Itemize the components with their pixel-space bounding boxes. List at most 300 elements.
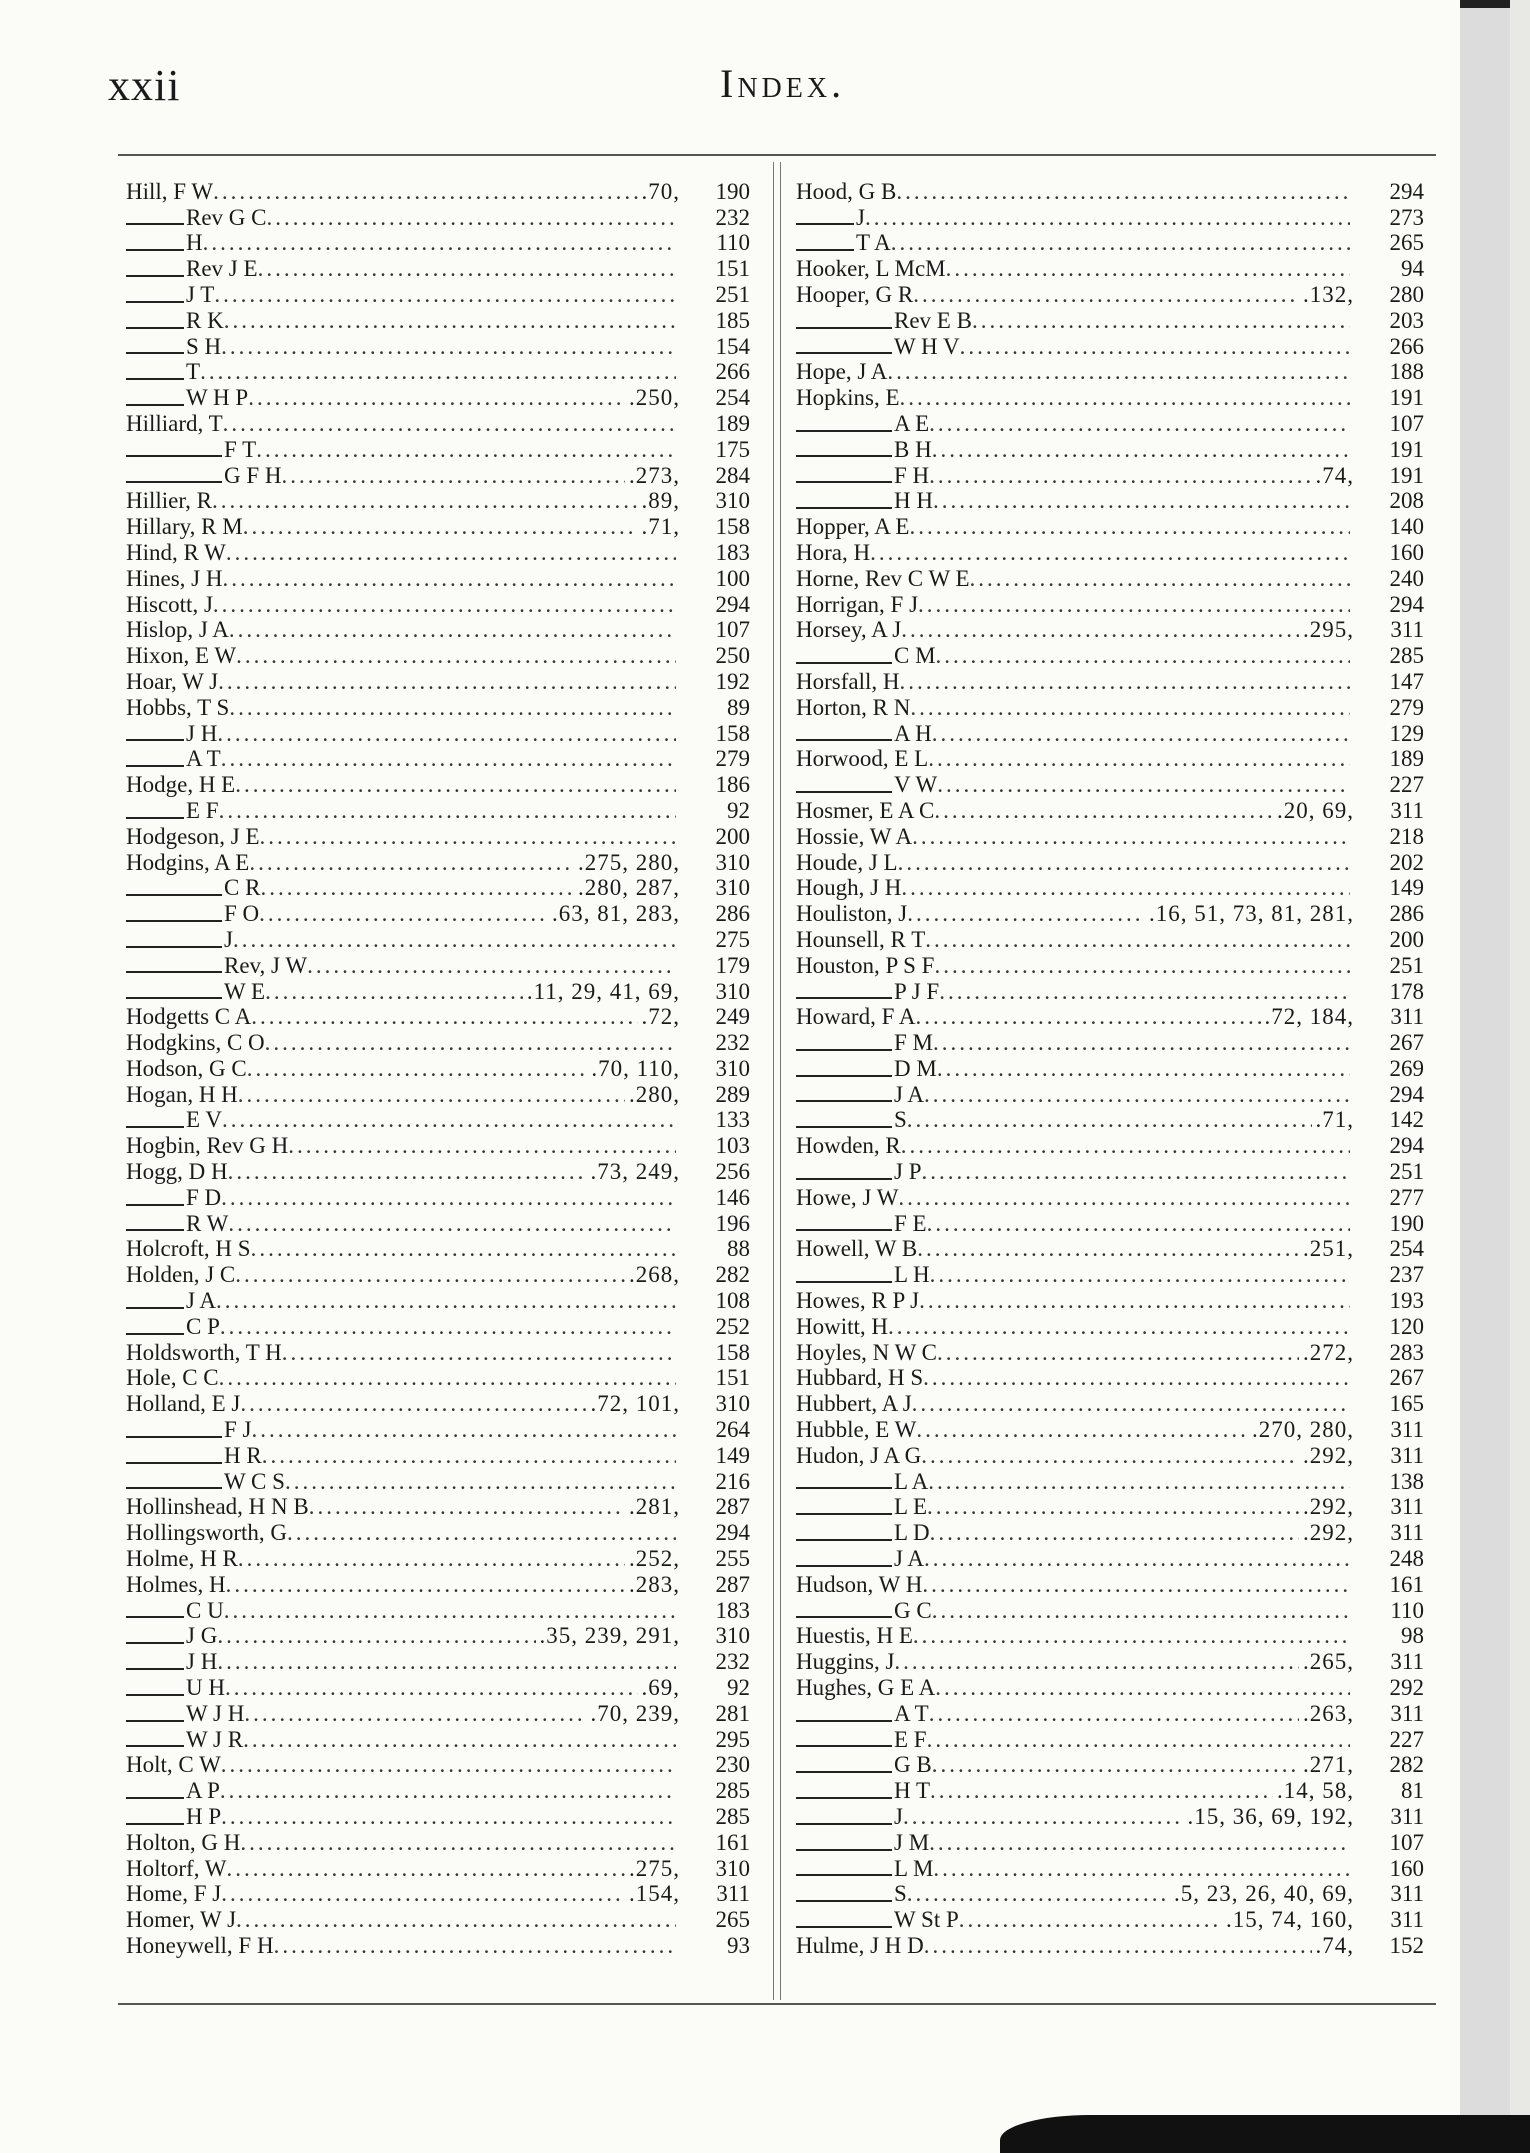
dot-leader xyxy=(927,1494,1299,1519)
entry-name-text: G F H xyxy=(224,462,282,488)
header-rule xyxy=(118,154,1436,156)
ditto-dash xyxy=(126,1452,222,1464)
entry-name-text: Howe, J W xyxy=(796,1184,899,1210)
dot-leader xyxy=(915,1004,1260,1029)
entry-extra-pages: .14, 58, xyxy=(1277,1778,1354,1804)
entry-name-text: Rev, J W xyxy=(224,952,308,978)
entry-name xyxy=(796,463,929,488)
entry-name-text: Hill, F W xyxy=(126,178,214,204)
index-entry xyxy=(126,1390,750,1416)
entry-extra-pages: .281, xyxy=(629,1494,680,1520)
index-entry xyxy=(126,1545,750,1571)
entry-extra-pages: .89, xyxy=(641,488,680,514)
dot-leader xyxy=(937,772,1350,797)
index-entry xyxy=(126,1029,750,1055)
dot-leader xyxy=(929,1830,1350,1855)
index-entry xyxy=(796,1752,1424,1778)
entry-name xyxy=(126,1572,226,1597)
index-entry xyxy=(796,591,1424,617)
entry-name-text: Hulme, J H D xyxy=(796,1932,924,1958)
entry-page: 255 xyxy=(715,1546,750,1572)
entry-name-text: S H xyxy=(186,333,222,359)
dot-leader xyxy=(972,308,1350,333)
entry-name xyxy=(126,1520,287,1545)
ditto-dash xyxy=(126,1323,184,1335)
entry-name-text: Hodgeson, J E xyxy=(126,823,260,849)
dot-leader xyxy=(899,669,1350,694)
entry-name-text: Houliston, J xyxy=(796,901,908,927)
entry-name xyxy=(126,695,229,720)
index-entry xyxy=(796,204,1424,230)
dot-leader xyxy=(930,1262,1350,1287)
entry-name-text: Hooker, L McM xyxy=(796,256,946,282)
ditto-dash xyxy=(126,910,222,922)
ditto-dash xyxy=(796,1761,892,1773)
dot-leader xyxy=(218,669,676,694)
entry-page: 202 xyxy=(1389,849,1424,875)
entry-name-text: Holcroft, H S xyxy=(126,1236,251,1262)
entry-name-text: Horwood, E L xyxy=(796,746,929,772)
entry-name xyxy=(796,179,896,204)
entry-page: 107 xyxy=(715,617,750,643)
dot-leader xyxy=(217,1649,676,1674)
ditto-dash xyxy=(126,1606,184,1618)
entry-name xyxy=(126,205,267,230)
entry-page: 103 xyxy=(715,1133,750,1159)
dot-leader xyxy=(228,1211,676,1236)
entry-name xyxy=(796,824,912,849)
dot-leader xyxy=(259,901,548,926)
index-entry xyxy=(126,1339,750,1365)
dot-leader xyxy=(220,1778,676,1803)
ditto-dash xyxy=(796,1168,892,1180)
entry-name-text: Rev E B xyxy=(894,307,972,333)
index-entry xyxy=(796,952,1424,978)
entry-name xyxy=(126,979,265,1004)
dot-leader xyxy=(903,1804,1184,1829)
entry-name xyxy=(796,1546,924,1571)
dot-leader xyxy=(916,1417,1248,1442)
entry-page: 251 xyxy=(715,281,750,307)
entry-name-text: Hodgins, A E xyxy=(126,849,250,875)
entry-name xyxy=(796,1262,930,1287)
entry-name xyxy=(796,1417,916,1442)
entry-name-text: Hubbert, A J xyxy=(796,1391,912,1417)
index-entry xyxy=(796,384,1424,410)
entry-name xyxy=(796,1907,959,1932)
entry-extra-pages: .283, xyxy=(629,1571,680,1597)
entry-name xyxy=(126,514,243,539)
entry-page: 232 xyxy=(715,1030,750,1056)
entry-page: 161 xyxy=(715,1829,750,1855)
ditto-dash xyxy=(126,1297,184,1309)
index-entry xyxy=(126,1055,750,1081)
dot-leader xyxy=(309,1494,625,1519)
ditto-dash xyxy=(796,1606,892,1618)
entry-page: 189 xyxy=(715,410,750,436)
index-entry xyxy=(796,1881,1424,1907)
entry-name-text: Huestis, H E xyxy=(796,1623,913,1649)
entry-name-text: C R xyxy=(224,875,261,901)
entry-name xyxy=(796,1778,930,1803)
index-entry xyxy=(796,1906,1424,1932)
entry-page: 178 xyxy=(1389,978,1424,1004)
index-entry xyxy=(796,1519,1424,1545)
entry-page: 250 xyxy=(715,643,750,669)
entry-name-text: Hillier, R xyxy=(126,488,212,514)
entry-page: 185 xyxy=(715,307,750,333)
dot-leader xyxy=(933,1030,1350,1055)
entry-name xyxy=(126,1236,251,1261)
index-entry xyxy=(796,436,1424,462)
entry-page: 149 xyxy=(715,1442,750,1468)
entry-name xyxy=(796,669,899,694)
entry-extra-pages: .69, xyxy=(641,1675,680,1701)
index-entry xyxy=(126,1855,750,1881)
entry-page: 232 xyxy=(715,1649,750,1675)
entry-extra-pages: .16, 51, 73, 81, 281, xyxy=(1149,901,1354,927)
entry-extra-pages: .70, 239, xyxy=(590,1700,680,1726)
entry-page: 248 xyxy=(1389,1546,1424,1572)
dot-leader xyxy=(888,1314,1350,1339)
entry-name xyxy=(126,1933,274,1958)
index-entry xyxy=(796,1313,1424,1339)
dot-leader xyxy=(224,1598,676,1623)
ditto-dash xyxy=(796,420,892,432)
entry-name-text: J G xyxy=(186,1623,218,1649)
index-entry xyxy=(126,771,750,797)
entry-page: 192 xyxy=(715,668,750,694)
dot-leader xyxy=(247,1056,588,1081)
entry-name xyxy=(796,1082,924,1107)
index-entry xyxy=(126,513,750,539)
dot-leader xyxy=(927,1727,1350,1752)
ditto-dash xyxy=(796,1039,892,1051)
entry-page: 227 xyxy=(1389,772,1424,798)
ditto-dash xyxy=(796,1839,892,1851)
entry-name xyxy=(126,1546,238,1571)
entry-extra-pages: .5, 23, 26, 40, 69, xyxy=(1174,1881,1354,1907)
entry-name-text: W J H xyxy=(186,1700,245,1726)
entry-name-text: Rev J E xyxy=(186,256,258,282)
dot-leader xyxy=(933,1856,1350,1881)
entry-name xyxy=(796,1494,927,1519)
index-entry xyxy=(796,823,1424,849)
index-entry xyxy=(796,849,1424,875)
entry-page: 310 xyxy=(715,849,750,875)
entry-extra-pages: .271, xyxy=(1303,1752,1354,1778)
ditto-dash xyxy=(126,1219,184,1231)
entry-name xyxy=(796,205,865,230)
entry-page: 110 xyxy=(716,230,750,256)
index-entry xyxy=(126,1184,750,1210)
ditto-dash xyxy=(796,781,892,793)
dot-leader xyxy=(887,359,1350,384)
entry-name xyxy=(796,1804,903,1829)
entry-page: 311 xyxy=(1390,1417,1424,1443)
index-column-left xyxy=(126,178,750,1958)
entry-page: 193 xyxy=(1389,1288,1424,1314)
entry-name xyxy=(126,1082,238,1107)
ditto-dash xyxy=(126,1477,222,1489)
index-column-right xyxy=(796,178,1424,1958)
dot-leader xyxy=(200,359,676,384)
entry-name xyxy=(126,1494,309,1519)
entry-page: 120 xyxy=(1389,1313,1424,1339)
entry-name xyxy=(126,1056,247,1081)
entry-extra-pages: .70, 110, xyxy=(591,1055,680,1081)
ditto-dash xyxy=(126,471,222,483)
entry-name-text: Houston, P S F xyxy=(796,952,935,978)
index-entry xyxy=(126,746,750,772)
entry-name xyxy=(796,927,925,952)
entry-page: 216 xyxy=(715,1468,750,1494)
entry-extra-pages: .280, 287, xyxy=(578,875,680,901)
entry-name xyxy=(126,437,256,462)
index-entry xyxy=(126,1210,750,1236)
entry-page: 158 xyxy=(715,514,750,540)
index-entry xyxy=(796,1623,1424,1649)
entry-page: 311 xyxy=(1390,1649,1424,1675)
footer-rule xyxy=(118,2003,1436,2005)
entry-name xyxy=(126,850,249,875)
entry-name-text: Hora, H xyxy=(796,539,871,565)
index-entry xyxy=(126,230,750,256)
entry-name xyxy=(796,1701,929,1726)
index-entry xyxy=(126,539,750,565)
dot-leader xyxy=(213,592,676,617)
entry-name-text: Horsey, A J xyxy=(796,617,902,643)
entry-name xyxy=(126,1365,219,1390)
dot-leader xyxy=(901,1133,1350,1158)
entry-name-text: W St P xyxy=(894,1907,959,1933)
entry-name-text: Homer, W J xyxy=(126,1907,237,1933)
dot-leader xyxy=(225,1675,638,1700)
entry-extra-pages: .72, 184, xyxy=(1264,1004,1354,1030)
entry-extra-pages: .268, xyxy=(629,1262,680,1288)
entry-name-text: Hossie, W A xyxy=(796,823,913,849)
ditto-dash xyxy=(126,961,222,973)
index-entry xyxy=(796,1365,1424,1391)
entry-page: 311 xyxy=(1390,797,1424,823)
dot-leader xyxy=(220,1314,676,1339)
entry-page: 289 xyxy=(715,1081,750,1107)
entry-name-text: Hollinshead, H N B xyxy=(126,1494,309,1520)
entry-page: 98 xyxy=(1401,1623,1424,1649)
entry-name xyxy=(796,282,913,307)
dot-leader xyxy=(939,979,1350,1004)
entry-page: 151 xyxy=(715,1365,750,1391)
entry-name-text: Horton, R N xyxy=(796,694,911,720)
entry-page: 160 xyxy=(1389,539,1424,565)
index-entry xyxy=(126,1829,750,1855)
dot-leader xyxy=(927,1211,1350,1236)
ditto-dash xyxy=(796,497,892,509)
entry-name xyxy=(796,1365,923,1390)
entry-page: 160 xyxy=(1389,1855,1424,1881)
entry-name-text: Hodgkins, C O xyxy=(126,1030,265,1056)
entry-name xyxy=(796,721,932,746)
entry-name xyxy=(126,1133,288,1158)
column-divider xyxy=(773,162,781,2000)
entry-page: 269 xyxy=(1389,1055,1424,1081)
entry-page: 188 xyxy=(1389,359,1424,385)
entry-page: 191 xyxy=(1389,385,1424,411)
entry-extra-pages: .295, xyxy=(1303,617,1354,643)
entry-name-text: Hollingsworth, G xyxy=(126,1520,287,1546)
entry-page: 254 xyxy=(1389,1236,1424,1262)
index-entry xyxy=(796,1184,1424,1210)
index-entry xyxy=(126,333,750,359)
index-entry xyxy=(796,875,1424,901)
entry-page: 110 xyxy=(1390,1597,1424,1623)
entry-name-text: T xyxy=(186,359,201,385)
dot-leader xyxy=(285,1469,676,1494)
entry-name-text: L D xyxy=(894,1520,930,1546)
entry-name-text: Hogg, D H xyxy=(126,1159,228,1185)
index-entry xyxy=(796,1261,1424,1287)
entry-page: 310 xyxy=(715,978,750,1004)
entry-name xyxy=(796,979,939,1004)
index-entry xyxy=(126,797,750,823)
dot-leader xyxy=(216,1288,676,1313)
entry-name xyxy=(126,772,235,797)
entry-name xyxy=(126,824,260,849)
entry-name-text: Holme, H R xyxy=(126,1546,238,1572)
dot-leader xyxy=(227,1856,625,1881)
ditto-dash xyxy=(126,1684,184,1696)
entry-name-text: H xyxy=(186,230,203,256)
dot-leader xyxy=(228,1159,587,1184)
entry-name-text: J P xyxy=(894,1159,922,1185)
index-entry xyxy=(796,307,1424,333)
entry-name-text: J A xyxy=(186,1288,217,1314)
dot-leader xyxy=(248,385,625,410)
entry-name xyxy=(126,359,200,384)
entry-name xyxy=(796,1211,927,1236)
dot-leader xyxy=(901,875,1350,900)
entry-page: 279 xyxy=(715,746,750,772)
entry-name-text: Hodson, G C xyxy=(126,1055,247,1081)
entry-page: 142 xyxy=(1389,1107,1424,1133)
entry-name-text: F T xyxy=(224,436,257,462)
entry-name-text: L M xyxy=(894,1855,934,1881)
entry-name-text: Hole, C C xyxy=(126,1365,219,1391)
index-entry xyxy=(796,462,1424,488)
index-entry xyxy=(796,1648,1424,1674)
entry-extra-pages: .252, xyxy=(629,1546,680,1572)
entry-name-text: Hogan, H H xyxy=(126,1081,238,1107)
entry-name xyxy=(126,1804,221,1829)
dot-leader xyxy=(203,230,676,255)
entry-extra-pages: .11, 29, 41, 69, xyxy=(526,978,680,1004)
dot-leader xyxy=(907,1107,1312,1132)
entry-name-text: Horne, Rev C W E xyxy=(796,565,970,591)
dot-leader xyxy=(235,1262,625,1287)
entry-page: 280 xyxy=(1389,281,1424,307)
entry-page: 265 xyxy=(715,1907,750,1933)
entry-name xyxy=(126,798,219,823)
entry-name xyxy=(796,1856,933,1881)
entry-extra-pages: .292, xyxy=(1303,1520,1354,1546)
entry-name-text: Howard, F A xyxy=(796,1004,916,1030)
dot-leader xyxy=(251,1004,637,1029)
dot-leader xyxy=(243,1727,676,1752)
entry-page: 294 xyxy=(1389,1133,1424,1159)
dot-leader xyxy=(913,1623,1350,1648)
entry-name xyxy=(796,772,937,797)
index-entry xyxy=(126,488,750,514)
dot-leader xyxy=(960,334,1350,359)
dot-leader xyxy=(219,1365,676,1390)
entry-name-text: Hogbin, Rev G H xyxy=(126,1133,289,1159)
entry-name xyxy=(796,1159,922,1184)
index-entry xyxy=(126,1519,750,1545)
index-entry xyxy=(126,617,750,643)
entry-name-text: Hoyles, N W C xyxy=(796,1339,937,1365)
entry-page: 294 xyxy=(715,1520,750,1546)
entry-page: 129 xyxy=(1389,720,1424,746)
entry-name xyxy=(796,256,946,281)
entry-name xyxy=(796,1598,932,1623)
dot-leader xyxy=(288,1133,676,1158)
index-entry xyxy=(796,539,1424,565)
entry-name-text: S xyxy=(894,1881,907,1907)
ditto-dash xyxy=(796,1116,892,1128)
ditto-dash xyxy=(796,729,892,741)
entry-name xyxy=(126,1417,252,1442)
ditto-dash xyxy=(126,239,184,251)
entry-name xyxy=(126,1649,217,1674)
dot-leader xyxy=(249,850,574,875)
dot-leader xyxy=(913,282,1299,307)
page-number: xxii xyxy=(108,61,181,110)
index-entry xyxy=(796,978,1424,1004)
dot-leader xyxy=(932,1752,1299,1777)
entry-page: 191 xyxy=(1389,462,1424,488)
ditto-dash xyxy=(796,1065,892,1077)
entry-name-text: G B xyxy=(894,1752,932,1778)
entry-extra-pages: .275, 280, xyxy=(578,849,680,875)
entry-name xyxy=(796,1133,901,1158)
index-entry xyxy=(126,1597,750,1623)
entry-page: 190 xyxy=(1389,1210,1424,1236)
entry-page: 108 xyxy=(715,1288,750,1314)
entry-extra-pages: .35, 239, 291, xyxy=(539,1623,680,1649)
entry-extra-pages: .154, xyxy=(629,1881,680,1907)
ditto-dash xyxy=(126,1710,184,1722)
entry-extra-pages: .270, 280, xyxy=(1252,1417,1354,1443)
index-entry xyxy=(126,462,750,488)
dot-leader xyxy=(918,592,1350,617)
dot-leader xyxy=(934,798,1273,823)
entry-name xyxy=(796,566,970,591)
entry-name xyxy=(796,308,972,333)
dot-leader xyxy=(265,979,523,1004)
dot-leader xyxy=(287,1520,676,1545)
dot-leader xyxy=(244,1701,586,1726)
entry-name xyxy=(796,1572,922,1597)
entry-name xyxy=(796,1830,929,1855)
entry-name-text: E F xyxy=(186,797,219,823)
entry-name-text: Holland, E J xyxy=(126,1391,241,1417)
index-entry xyxy=(126,1365,750,1391)
entry-page: 294 xyxy=(1389,1081,1424,1107)
entry-page: 285 xyxy=(715,1778,750,1804)
entry-name xyxy=(126,927,233,952)
entry-name-text: J xyxy=(894,1804,903,1829)
entry-name xyxy=(126,875,260,900)
